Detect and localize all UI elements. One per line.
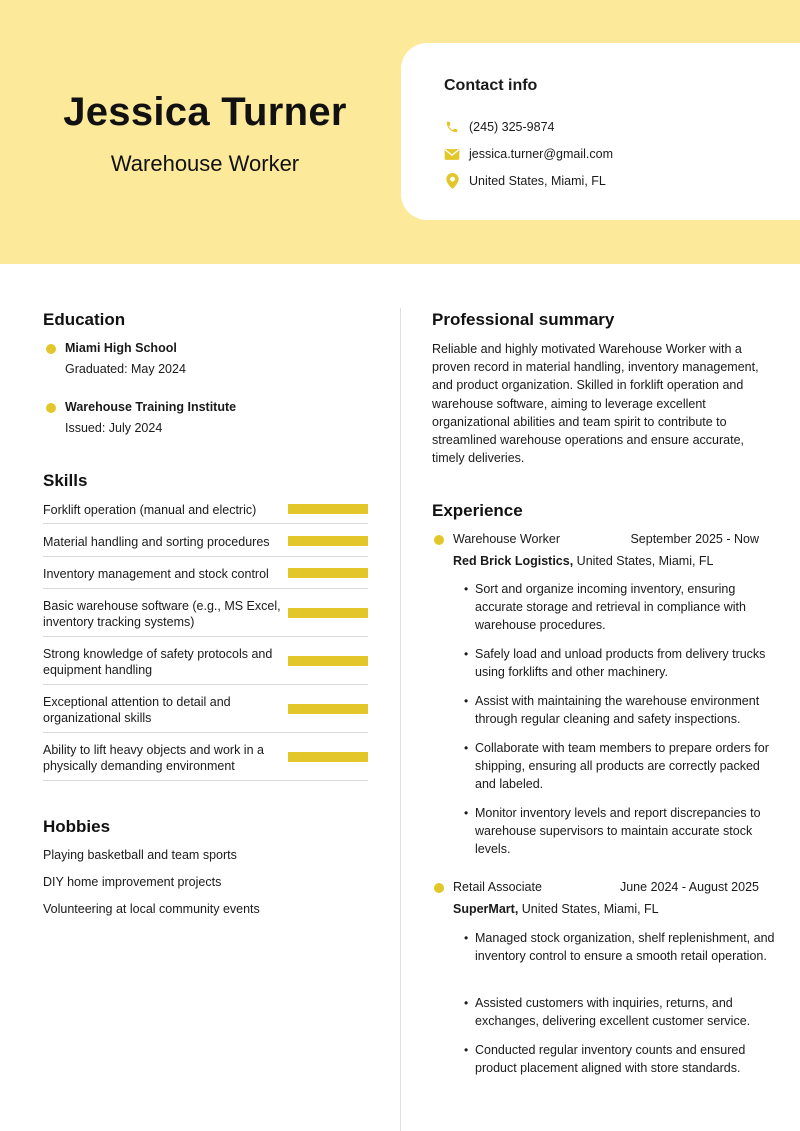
job-dates: September 2025 - Now — [630, 532, 759, 546]
job-bullet-text: Collaborate with team members to prepare orders for shipping, ensuring all products are correctly packed and labeled. — [475, 741, 769, 792]
job-company: SuperMart, — [453, 902, 519, 916]
skill-row — [43, 685, 368, 733]
education-date: Issued: July 2024 — [65, 421, 163, 435]
contact-location-row — [444, 171, 606, 191]
skill-row — [43, 733, 368, 781]
header-banner — [0, 0, 800, 264]
phone-icon — [444, 119, 460, 135]
education-school: Warehouse Training Institute — [65, 400, 237, 414]
job-title: Warehouse Worker — [453, 532, 560, 546]
bullet-dot-icon — [434, 535, 444, 545]
job-company-line — [453, 902, 659, 916]
summary-text: Reliable and highly motivated Warehouse Worker with a proven record in material handling, inventory management, and product organization. Skilled in forklift operation and warehouse software, aiming to leverage excellent organizational abilities and team spirit to contribute to streamlined warehouse operations and ensure accurate, timely deliveries. — [432, 342, 759, 466]
job-bullet: • Assist with maintaining the warehouse environment through regular cleaning and safety inspections. — [464, 694, 760, 727]
skill-row — [43, 496, 368, 524]
education-school: Miami High School — [65, 341, 177, 355]
skill-level-bar — [288, 704, 368, 714]
summary-heading: Professional summary — [432, 310, 615, 329]
job-bullet: • Conducted regular inventory counts and ensured product placement aligned with store standards. — [464, 1043, 746, 1076]
skill-label: Basic warehouse software (e.g., MS Excel, inventory tracking systems) — [43, 599, 281, 629]
experience-heading: Experience — [432, 501, 523, 520]
skill-label: Material handling and sorting procedures — [43, 535, 270, 549]
bullet-dot-icon — [46, 344, 56, 354]
job-company-line — [453, 554, 714, 568]
job-bullet: • Safely load and unload products from delivery trucks using forklifts and other machinery. — [464, 647, 766, 680]
contact-heading: Contact info — [444, 77, 538, 94]
job-location: United States, Miami, FL — [518, 902, 659, 916]
job-bullet: • Monitor inventory levels and report discrepancies to warehouse supervisors to maintain accurate stock levels. — [464, 806, 761, 857]
skills-heading: Skills — [43, 471, 88, 490]
skill-label: Strong knowledge of safety protocols and equipment handling — [43, 647, 273, 677]
candidate-title: Warehouse Worker — [110, 151, 300, 176]
job-bullet-text: Assisted customers with inquiries, returns, and exchanges, delivering excellent customer service. — [475, 996, 751, 1029]
job-bullet-text: Assist with maintaining the warehouse environment through regular cleaning and safety inspections. — [475, 694, 760, 727]
job-bullet: • Sort and organize incoming inventory, ensuring accurate storage and retrieval in compliance with warehouse procedures. — [464, 582, 746, 633]
skill-row — [43, 524, 368, 557]
location-pin-icon — [444, 173, 460, 189]
contact-phone-row — [444, 117, 554, 137]
skill-level-bar — [288, 608, 368, 618]
job-title: Retail Associate — [453, 880, 542, 894]
job-bullet-text: Managed stock organization, shelf replenishment, and inventory control to ensure a smooth retail operation. — [475, 931, 775, 964]
hobby-item: Volunteering at local community events — [43, 902, 260, 916]
skill-label: Forklift operation (manual and electric) — [43, 503, 257, 517]
skill-label: Inventory management and stock control — [43, 567, 269, 581]
job-bullet: • Collaborate with team members to prepare orders for shipping, ensuring all products are correctly packed and labeled. — [464, 741, 769, 792]
skill-label: Exceptional attention to detail and organizational skills — [43, 695, 231, 725]
bullet-dot-icon — [434, 883, 444, 893]
column-divider — [400, 308, 401, 1131]
email-icon — [444, 146, 460, 162]
skill-level-bar — [288, 504, 368, 514]
job-location: United States, Miami, FL — [573, 554, 714, 568]
job-dates: June 2024 - August 2025 — [619, 880, 759, 894]
job-company: Red Brick Logistics, — [453, 554, 574, 568]
job-bullet: • Assisted customers with inquiries, returns, and exchanges, delivering excellent customer service. — [464, 996, 751, 1029]
skill-label: Ability to lift heavy objects and work in a physically demanding environment — [43, 743, 264, 773]
contact-email-row — [444, 144, 613, 164]
contact-phone[interactable]: (245) 325-9874 — [469, 120, 555, 134]
hobby-item: Playing basketball and team sports — [43, 848, 237, 862]
contact-location: United States, Miami, FL — [469, 174, 606, 188]
contact-card — [401, 43, 800, 220]
skill-level-bar — [288, 536, 368, 546]
job-bullet-text: Monitor inventory levels and report discrepancies to warehouse supervisors to maintain accurate stock levels. — [475, 806, 761, 857]
education-date: Graduated: May 2024 — [65, 362, 186, 376]
skill-row — [43, 589, 368, 637]
skill-level-bar — [288, 568, 368, 578]
candidate-name: Jessica Turner — [63, 90, 347, 134]
bullet-dot-icon — [46, 403, 56, 413]
skill-level-bar — [288, 656, 368, 666]
job-bullet-text: Sort and organize incoming inventory, ensuring accurate storage and retrieval in compliance with warehouse procedures. — [475, 582, 746, 633]
hobbies-heading: Hobbies — [43, 817, 111, 836]
job-bullet-text: Conducted regular inventory counts and ensured product placement aligned with store standards. — [475, 1043, 746, 1076]
education-heading: Education — [43, 310, 126, 329]
contact-email[interactable]: jessica.turner@gmail.com — [469, 147, 613, 161]
skill-row — [43, 637, 368, 685]
job-bullet: • Managed stock organization, shelf replenishment, and inventory control to ensure a smooth retail operation. — [464, 931, 775, 964]
skill-row — [43, 557, 368, 589]
job-bullet-text: Safely load and unload products from delivery trucks using forklifts and other machinery. — [475, 647, 766, 680]
hobby-item: DIY home improvement projects — [43, 875, 222, 889]
skill-level-bar — [288, 752, 368, 762]
